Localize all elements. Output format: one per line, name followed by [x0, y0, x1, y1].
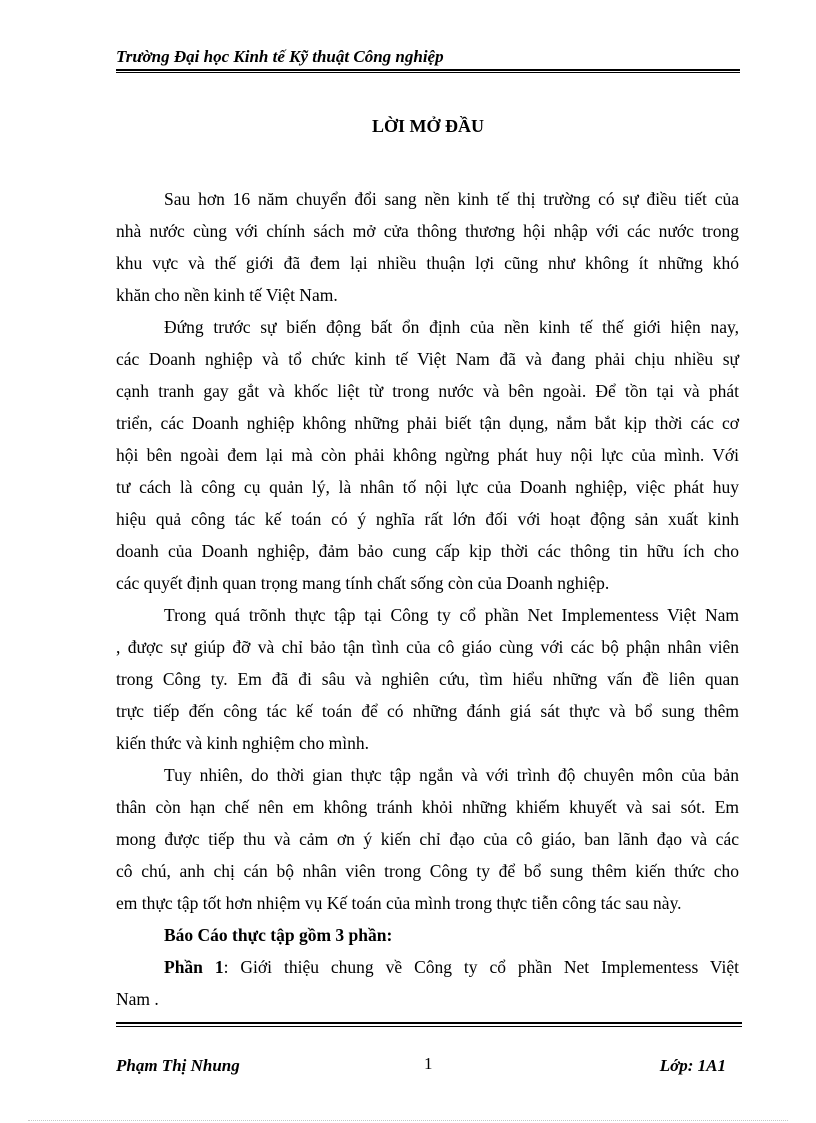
paragraph-line: em thực tập tốt hơn nhiệm vụ Kế toán của mình trong thực tiễn công tác sau này. [116, 893, 682, 913]
paragraph-line: các Doanh nghiệp và tổ chức kinh tế Việt Nam đã và đang phải chịu nhiều sự [116, 349, 739, 369]
school-name: Trường Đại học Kinh tế Kỹ thuật Công nghiệp [116, 47, 444, 66]
page-header [116, 46, 740, 68]
paragraph-line: mong được tiếp thu và cảm ơn ý kiến chỉ đạo của cô giáo, ban lãnh đạo và các [116, 829, 739, 849]
paragraph-line: Tuy nhiên, do thời gian thực tập ngắn và với trình độ chuyên môn của bản [164, 765, 739, 785]
page-boundary [28, 1120, 788, 1121]
paragraph-line: cạnh tranh gay gắt và khốc liệt từ trong nước và bên ngoài. Để tồn tại và phát [116, 381, 739, 401]
paragraph-line: tư cách là công cụ quản lý, là nhân tố nội lực của Doanh nghiệp, việc phát huy [116, 477, 739, 497]
footer-rule-thick [116, 1022, 742, 1024]
footer-author: Phạm Thị Nhung [116, 1056, 240, 1075]
paragraph-line: các quyết định quan trọng mang tính chất sống còn của Doanh nghiệp. [116, 573, 610, 593]
paragraph-line: , được sự giúp đỡ và chỉ bảo tận tình của cô giáo cùng với các bộ phận nhân viên [116, 637, 739, 657]
report-structure-heading: Báo Cáo thực tập gồm 3 phần: [164, 925, 393, 945]
paragraph-line: thân còn hạn chế nên em không tránh khỏi những khiếm khuyết và sai sót. Em [116, 797, 739, 817]
paragraph-line: kiến thức và kinh nghiệm cho mình. [116, 733, 369, 753]
footer-rule-thin [116, 1026, 742, 1027]
paragraph-line: hiệu quả công tác kế toán có ý nghĩa rất lớn đối với hoạt động sản xuất kinh [116, 509, 739, 529]
paragraph-line: khu vực và thế giới đã đem lại nhiều thuận lợi cũng như không ít những khó [116, 253, 739, 273]
paragraph-line: Trong quá trõnh thực tập tại Công ty cổ phần Net Implementess Việt Nam [164, 605, 739, 625]
paragraph-line: nhà nước cùng với chính sách mở cửa thông thương hội nhập với các nước trong [116, 221, 739, 241]
header-rule-thick [116, 69, 740, 71]
paragraph-line: cô chú, anh chị cán bộ nhân viên trong Công ty để bổ sung thêm kiến thức cho [116, 861, 739, 881]
header-rule-thin [116, 72, 740, 73]
part-1-line [116, 951, 739, 983]
part-1-text: : Giới thiệu chung về Công ty cổ phần Net Implementess Việt [223, 957, 740, 977]
paragraph-line: doanh của Doanh nghiệp, đảm bảo cung cấp kịp thời các thông tin hữu ích cho [116, 541, 739, 561]
part-1-label: Phần 1 [164, 957, 224, 977]
paragraph-line: khăn cho nền kinh tế Việt Nam. [116, 285, 338, 305]
paragraph-line: Sau hơn 16 năm chuyển đổi sang nền kinh tế thị trường có sự điều tiết của [164, 189, 739, 209]
paragraph-line: hội bên ngoài đem lại mà còn phải không ngừng phát huy nội lực của mình. Với [116, 445, 739, 465]
page-title: LỜI MỞ ĐẦU [372, 116, 484, 136]
document-body [116, 183, 739, 1015]
paragraph-line: trong Công ty. Em đã đi sâu và nghiên cứu, tìm hiểu những vấn đề liên quan [116, 669, 739, 689]
paragraph-line: trực tiếp đến công tác kế toán để có những đánh giá sát thực và bổ sung thêm [116, 701, 739, 721]
paragraph-line: Đứng trước sự biến động bất ổn định của nền kinh tế thế giới hiện nay, [164, 317, 739, 337]
paragraph-line: triển, các Doanh nghiệp không những phải biết tận dụng, nắm bắt kịp thời các cơ [116, 413, 739, 433]
footer-class: Lớp: 1A1 [659, 1056, 726, 1075]
page-number: 1 [424, 1054, 433, 1073]
paragraph-line: Nam . [116, 989, 159, 1009]
